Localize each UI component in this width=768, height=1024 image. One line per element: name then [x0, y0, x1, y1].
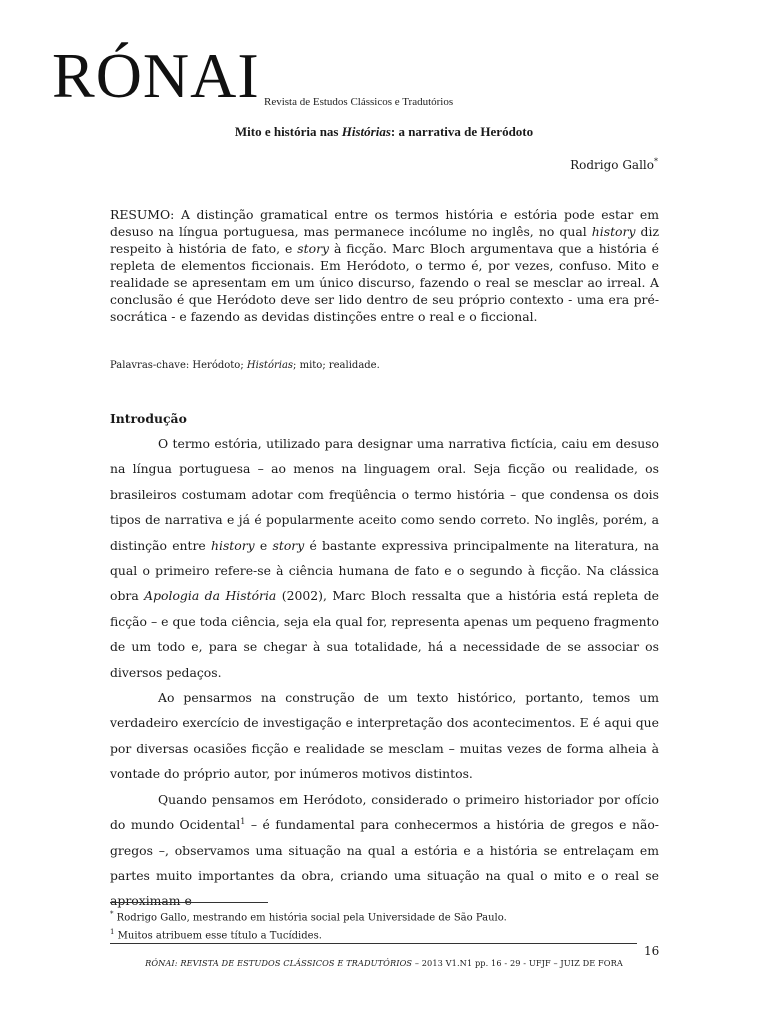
paragraph-emphasis: Apologia da História: [144, 588, 277, 604]
paragraph: [110, 431, 659, 685]
paragraph-text: O termo estória, utilizado para designar uma narrativa fictícia, caiu em desuso na língua portuguesa – ao menos na linguagem oral. Seja ficção ou realidade, os brasileiros costumam adotar com freqüência o termo história – que condensa os dois tipos de narrativa e já é popularmente aceito como sendo correto. No inglês, porém, a distinção entre: [110, 436, 659, 553]
keywords-emphasis: Histórias: [246, 360, 294, 371]
article-author: [570, 157, 658, 172]
abstract-text: RESUMO: A distinção gramatical entre os termos história e estória pode estar em desuso na língua portuguesa, mas permanece incólume no inglês, no qual: [110, 207, 659, 239]
article-title: [0, 124, 768, 140]
paragraph-text: Quando pensamos em Heródoto, considerado o primeiro historiador por ofício do mundo Ocidental: [110, 791, 659, 833]
footnote-reference[interactable]: 1: [240, 816, 246, 826]
abstract-text: à ficção. Marc Bloch argumentava que a história é repleta de elementos ficcionais. Em Heródoto, o termo é, por vezes, confuso. Mito e realidade se apresentam em um único discurso, fazendo o real se mesclar ao irreal. A conclusão é que Heródoto deve ser lido dentro de seu próprio contexto - uma era pré-socrática - e fazendo as devidas distinções entre o real e o ficcional.: [110, 241, 659, 324]
keywords-text: Palavras-chave: Heródoto;: [110, 360, 247, 371]
footnote-mark: *: [110, 910, 114, 918]
abstract-emphasis: history: [591, 224, 636, 239]
footer-details: – 2013 V1.N1 pp. 16 - 29 - UFJF – JUIZ DE FORA: [412, 958, 623, 968]
paragraph-emphasis: story: [272, 537, 305, 553]
section-heading: Introdução: [110, 411, 187, 426]
paragraph-text: (2002), Marc Bloch ressalta que a história está repleta de ficção – e que toda ciência, seja ela qual for, representa apenas um pequeno fragmento de um todo e, para se chegar à sua totalidade, há a necessidade de se associar os diversos pedaços.: [110, 588, 659, 680]
body-text: [110, 431, 659, 914]
paragraph-text: e: [254, 537, 273, 553]
paragraph: [110, 787, 659, 914]
abstract-text: diz respeito à história de fato, e: [110, 224, 659, 256]
footer-journal: RÓNAI: REVISTA DE ESTUDOS CLÁSSICOS E TRADUTÓRIOS: [145, 958, 413, 968]
title-part: Mito e história nas: [234, 124, 342, 139]
footnote-mark: 1: [110, 928, 115, 937]
paragraph-emphasis: history: [211, 537, 255, 553]
running-footer: [0, 958, 768, 968]
keywords-text: ; mito; realidade.: [293, 360, 380, 371]
footer-divider: [110, 943, 637, 944]
title-part: : a narrativa de Heródoto: [390, 124, 534, 139]
title-emphasis: Histórias: [341, 124, 391, 139]
journal-logo: RÓNAI: [52, 40, 260, 111]
footnote: [110, 925, 659, 943]
paragraph: Ao pensarmos na construção de um texto histórico, portanto, temos um verdadeiro exercício de investigação e interpretação dos acontecimentos. E é aqui que por diversas ocasiões ficção e realidade se mesclam – muitas vezes de forma alheia à vontade do próprio autor, por inúmeros motivos distintos.: [110, 690, 659, 782]
author-footnote-mark: *: [654, 157, 658, 166]
abstract: [110, 206, 659, 325]
footnotes: [110, 907, 659, 944]
paragraph-text: é bastante expressiva principalmente na literatura, na qual o primeiro refere-se à ciência humana de fato e o segundo à ficção. Na clássica obra: [110, 537, 659, 604]
keywords: [110, 360, 380, 371]
paragraph-text: – é fundamental para conhecermos a história de gregos e não-gregos –, observamos uma situação na qual a estória e a história se entrelaçam em partes muito importantes da obra, criando uma situação na qual o mito e o real se aproximam e: [110, 817, 659, 909]
footnote-text: Rodrigo Gallo, mestrando em história social pela Universidade de São Paulo.: [113, 912, 507, 924]
footnote-divider: [110, 902, 268, 903]
footnote: [110, 907, 659, 925]
abstract-emphasis: story: [297, 241, 330, 256]
page-number: 16: [644, 944, 660, 958]
footnote-text: Muitos atribuem esse título a Tucídides.: [114, 930, 322, 942]
author-name: Rodrigo Gallo: [570, 158, 654, 172]
journal-subtitle: Revista de Estudos Clássicos e Tradutórios: [264, 96, 454, 108]
